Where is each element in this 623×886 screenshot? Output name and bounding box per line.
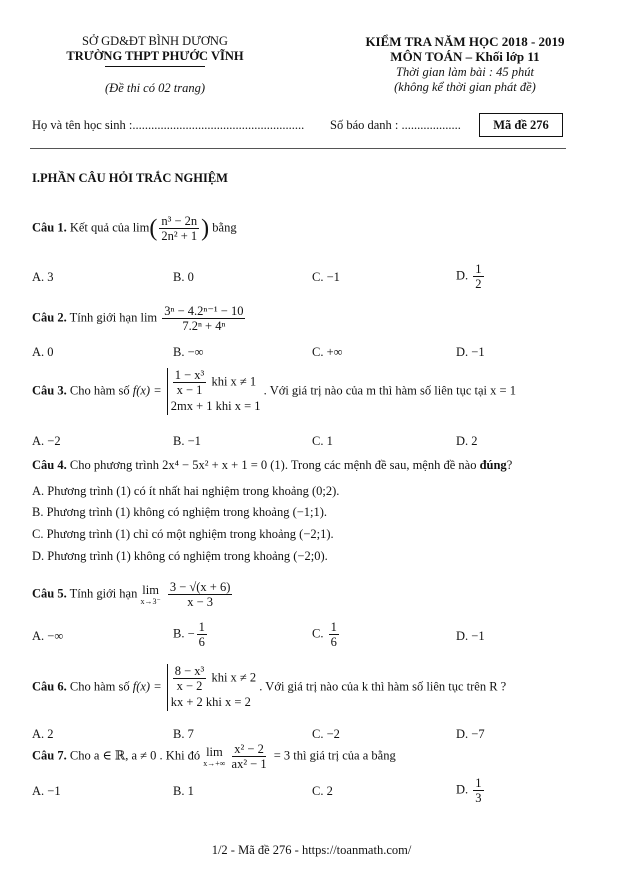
question-label: Câu 3. <box>32 383 67 398</box>
limit-operator <box>203 745 225 768</box>
denominator: x − 3 <box>187 595 214 609</box>
answer-option[interactable]: C. 2 <box>312 784 333 798</box>
fraction <box>173 664 207 693</box>
function-name: f(x) = <box>132 679 162 694</box>
question-1 <box>32 214 237 243</box>
option-label: D. <box>456 268 469 283</box>
numerator: 1 <box>330 620 337 634</box>
question-label: Câu 5. <box>32 586 67 601</box>
question-text: Tính giới hạn <box>69 586 138 601</box>
option-label: D. <box>456 782 469 797</box>
option-label: C. <box>312 626 324 641</box>
question-2 <box>32 304 247 333</box>
answer-option[interactable]: B. 0 <box>173 270 194 284</box>
answer-option[interactable] <box>312 620 341 649</box>
piecewise-case-1 <box>171 664 256 693</box>
answer-option[interactable]: C. Phương trình (1) chỉ có một nghiệm trong khoảng (−2;1). <box>32 527 334 541</box>
answer-option[interactable]: A. 2 <box>32 727 54 741</box>
exam-subject: MÔN TOÁN – Khối lớp 11 <box>390 49 540 64</box>
section-title: I.PHẦN CÂU HỎI TRẮC NGHIỆM <box>32 171 228 185</box>
piecewise-brace <box>167 664 256 711</box>
piecewise-case-2: kx + 2 khi x = 2 <box>170 695 251 709</box>
student-name-label: Họ và tên học sinh :....................................................... <box>32 118 305 132</box>
answer-option[interactable]: B. −∞ <box>173 345 204 359</box>
exam-time-note: (không kể thời gian phát đề) <box>394 80 536 94</box>
question-label: Câu 4. <box>32 458 67 472</box>
fraction <box>473 776 483 805</box>
answer-option[interactable]: C. 1 <box>312 434 333 448</box>
answer-option[interactable]: D. −1 <box>456 345 485 359</box>
question-text: Tính giới hạn lim <box>69 310 158 325</box>
paren-open: ( <box>149 215 158 242</box>
answer-option[interactable]: A. −1 <box>32 784 61 798</box>
school-underline <box>105 66 205 67</box>
question-keyword: đúng <box>479 458 507 472</box>
numerator: 1 <box>475 262 482 276</box>
question-tail: . Với giá trị nào của k thì hàm số liên tục trên R ? <box>259 679 507 694</box>
question-tail: bằng <box>212 220 237 235</box>
question-label: Câu 2. <box>32 310 67 325</box>
numerator: 1 <box>475 776 482 790</box>
question-label: Câu 6. <box>32 679 67 694</box>
limit-operator <box>140 583 160 606</box>
numerator: n³ − 2n <box>161 214 198 228</box>
answer-option[interactable]: A. −2 <box>32 434 61 448</box>
denominator: 2 <box>475 277 482 291</box>
question-6 <box>32 664 506 711</box>
numerator: 3ⁿ − 4.2ⁿ⁻¹ − 10 <box>164 304 244 318</box>
answer-option[interactable] <box>456 262 486 291</box>
question-label: Câu 7. <box>32 748 67 763</box>
page-footer: 1/2 - Mã đề 276 - https://toanmath.com/ <box>211 843 412 857</box>
header-divider <box>30 148 566 149</box>
denominator: x − 2 <box>176 679 203 693</box>
answer-option[interactable]: B. 1 <box>173 784 194 798</box>
denominator: x − 1 <box>176 383 203 397</box>
case-condition: khi x ≠ 1 <box>211 374 257 389</box>
lim-symbol: lim <box>142 583 159 597</box>
answer-option[interactable]: A. 3 <box>32 270 54 284</box>
answer-option[interactable]: D. Phương trình (1) không có nghiệm trong khoảng (−2;0). <box>32 549 328 563</box>
piecewise-case-2: 2mx + 1 khi x = 1 <box>170 399 261 413</box>
pages-note: (Đề thi có 02 trang) <box>105 81 205 95</box>
lim-subscript: x→3⁻ <box>140 597 161 606</box>
department-name: SỞ GD&ĐT BÌNH DƯƠNG <box>82 34 228 48</box>
answer-option[interactable]: C. +∞ <box>312 345 343 359</box>
denominator: 3 <box>475 791 482 805</box>
answer-option[interactable]: B. Phương trình (1) không có nghiệm trong khoảng (−1;1). <box>32 505 328 519</box>
fraction <box>197 620 207 649</box>
question-text: Cho hàm số <box>69 383 130 398</box>
answer-option[interactable]: B. −1 <box>173 434 201 448</box>
answer-option[interactable]: D. −1 <box>456 629 485 643</box>
numerator: 1 <box>198 620 205 634</box>
answer-option[interactable] <box>173 620 209 649</box>
lim-subscript: x→+∞ <box>203 759 226 768</box>
answer-option[interactable] <box>456 776 486 805</box>
fraction <box>230 742 269 771</box>
school-name: TRƯỜNG THPT PHƯỚC VĨNH <box>66 49 244 63</box>
question-5 <box>32 580 234 609</box>
denominator: 7.2ⁿ + 4ⁿ <box>182 319 226 333</box>
numerator: x² − 2 <box>234 742 264 756</box>
question-tail: . Với giá trị nào của m thì hàm số liên tục tại x = 1 <box>263 383 516 398</box>
lim-symbol: lim <box>132 220 150 235</box>
answer-option[interactable]: C. −1 <box>312 270 340 284</box>
numerator: 8 − x³ <box>174 664 205 678</box>
question-3 <box>32 368 516 415</box>
exam-title: KIỂM TRA NĂM HỌC 2018 - 2019 <box>365 34 565 49</box>
case-condition: khi x ≠ 2 <box>211 670 257 685</box>
answer-option[interactable]: D. −7 <box>456 727 485 741</box>
lim-symbol: lim <box>206 745 223 759</box>
paren-close: ) <box>201 215 210 242</box>
numerator: 3 − √(x + 6) <box>169 580 231 594</box>
answer-option[interactable]: A. 0 <box>32 345 54 359</box>
question-text: Cho hàm số <box>69 679 130 694</box>
exam-time: Thời gian làm bài : 45 phút <box>396 65 534 79</box>
function-name: f(x) = <box>132 383 162 398</box>
answer-option[interactable]: C. −2 <box>312 727 340 741</box>
answer-option[interactable]: A. −∞ <box>32 629 64 643</box>
fraction <box>168 580 233 609</box>
fraction <box>159 214 199 243</box>
denominator: 6 <box>330 635 337 649</box>
denominator: 2n² + 1 <box>161 229 198 243</box>
piecewise-case-1 <box>171 368 261 397</box>
exam-code-box: Mã đề 276 <box>479 113 563 137</box>
denominator: ax² − 1 <box>231 757 267 771</box>
answer-option[interactable]: D. 2 <box>456 434 478 448</box>
fraction <box>173 368 207 397</box>
question-4 <box>32 458 512 473</box>
student-id-label: Số báo danh : ................... <box>330 118 461 132</box>
question-7 <box>32 742 396 771</box>
question-label: Câu 1. <box>32 220 67 235</box>
question-tail: = 3 thì giá trị của a bằng <box>273 748 396 763</box>
question-tail: ? <box>506 458 513 472</box>
option-label: B. − <box>173 626 195 641</box>
fraction <box>473 262 483 291</box>
answer-option[interactable]: A. Phương trình (1) có ít nhất hai nghiệm trong khoảng (0;2). <box>32 484 340 498</box>
question-text: Kết quả của <box>69 220 130 235</box>
denominator: 6 <box>198 635 205 649</box>
fraction <box>329 620 339 649</box>
piecewise-brace <box>167 368 261 415</box>
fraction <box>162 304 245 333</box>
answer-option[interactable]: B. 7 <box>173 727 194 741</box>
numerator: 1 − x³ <box>174 368 205 382</box>
question-text: Cho a ∈ ℝ, a ≠ 0 . Khi đó <box>69 748 201 763</box>
question-text: Cho phương trình 2x⁴ − 5x² + x + 1 = 0 (1). Trong các mệnh đề sau, mệnh đề nào <box>69 458 477 472</box>
